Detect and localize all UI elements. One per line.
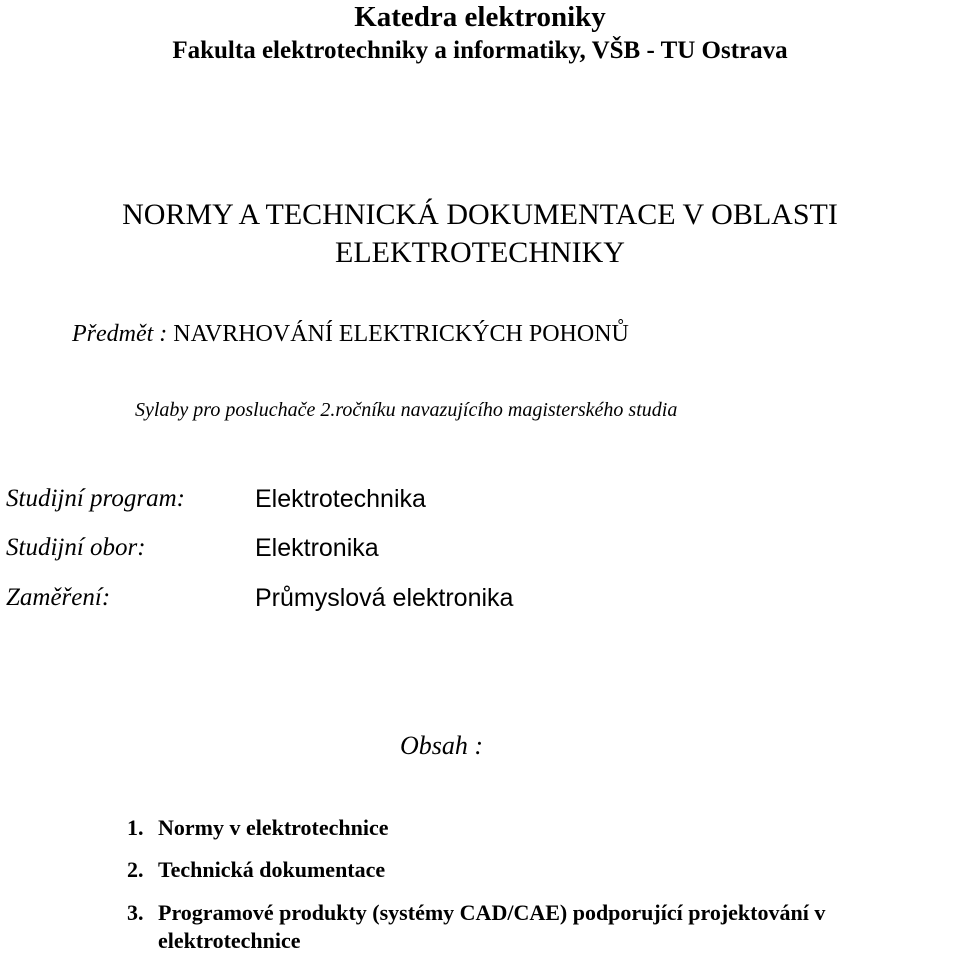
contents-item-text: Technická dokumentace [158,857,386,882]
contents-item-text: Programové produkty (systémy CAD/CAE) podporující projektování v [158,900,826,925]
document-title-line-2: ELEKTROTECHNIKY [335,236,625,269]
subject-value: NAVRHOVÁNÍ ELEKTRICKÝCH POHONŮ [173,321,629,347]
contents-item-continuation: elektrotechnice [158,928,301,953]
contents-item-text: Normy v elektrotechnice [158,815,389,840]
study-field-label: Studijní obor: [6,534,146,561]
subject-label: Předmět : [72,321,168,347]
document-title-line-1: NORMY A TECHNICKÁ DOKUMENTACE V OBLASTI [122,198,838,231]
study-field-value: Elektronika [255,534,379,562]
subject-line [72,319,629,349]
contents-item-number: 3. [127,900,144,925]
contents-item [127,814,389,842]
document-title [0,196,960,272]
syllabus-note: Sylaby pro posluchače 2.ročníku navazujícího magisterského studia [135,399,678,421]
study-program-label: Studijní program: [6,485,185,512]
contents-item [127,856,385,884]
contents-item-number: 2. [127,857,144,882]
study-program-value: Elektrotechnika [255,485,426,513]
faculty-heading: Fakulta elektrotechniky a informatiky, VŠB - TU Ostrava [172,37,788,64]
department-heading: Katedra elektroniky [354,1,606,33]
specialization-value: Průmyslová elektronika [255,584,514,612]
specialization-label: Zaměření: [6,584,111,611]
contents-item [127,899,825,927]
contents-heading: Obsah : [400,731,484,760]
contents-item-number: 1. [127,815,144,840]
